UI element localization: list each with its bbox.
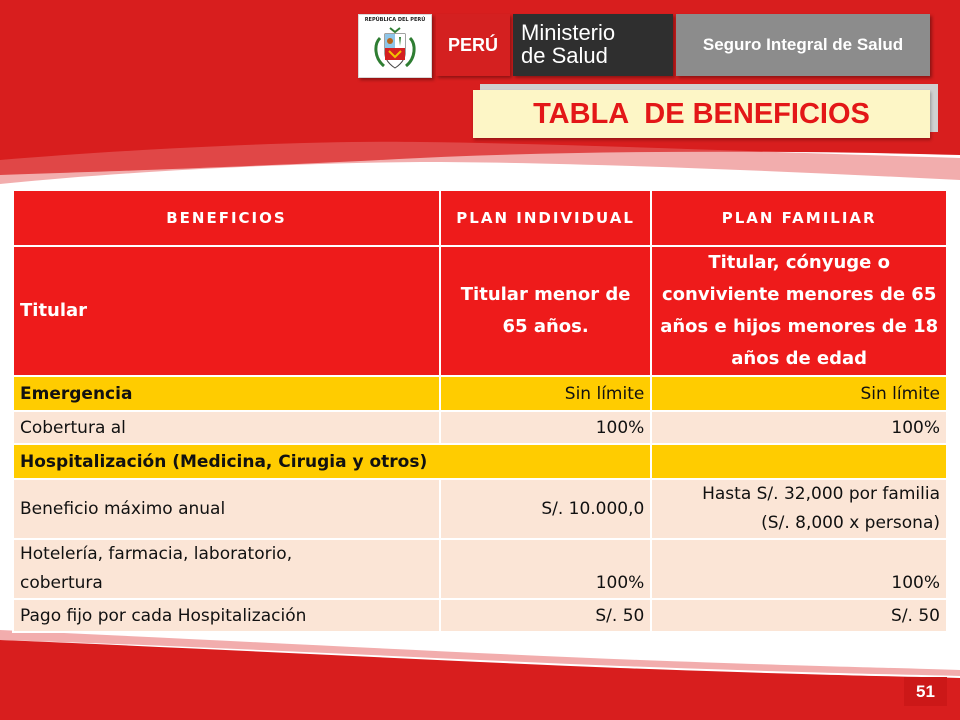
shield-caption: REPÚBLICA DEL PERÚ xyxy=(364,17,426,23)
pago-fijo-label: Pago fijo por cada Hospitalización xyxy=(13,599,440,632)
hoteleria-familiar: 100% xyxy=(651,539,947,599)
hoteleria-individual: 100% xyxy=(440,539,651,599)
titular-label: Titular xyxy=(13,246,440,376)
pago-fijo-individual: S/. 50 xyxy=(440,599,651,632)
ministry-line-2: de Salud xyxy=(521,43,608,68)
cobertura-familiar: 100% xyxy=(651,411,947,444)
table-row-hoteleria xyxy=(13,539,947,599)
insurance-logo: Seguro Integral de Salud xyxy=(676,14,930,76)
benefits-table xyxy=(12,189,948,633)
ministry-logo xyxy=(513,14,673,76)
coat-of-arms-logo xyxy=(358,14,432,78)
table-header-row xyxy=(13,190,947,246)
emergencia-label: Emergencia xyxy=(13,376,440,411)
shield-icon xyxy=(370,24,420,74)
page-title: TABLA DE BENEFICIOS xyxy=(473,90,930,138)
ministry-line-1: Ministerio xyxy=(521,20,616,45)
hoteleria-label xyxy=(13,539,440,599)
beneficio-maximo-familiar-line-2: (S/. 8,000 x persona) xyxy=(761,513,940,533)
header-plan-individual: PLAN INDIVIDUAL xyxy=(440,190,651,246)
titular-familiar: Titular, cónyuge o conviviente menores de 65 años e hijos menores de 18 años de edad xyxy=(651,246,947,376)
table-row-titular xyxy=(13,246,947,376)
hoteleria-label-line-1: Hotelería, farmacia, laboratorio, xyxy=(20,544,293,564)
hoteleria-label-line-2: cobertura xyxy=(20,573,103,593)
beneficio-maximo-individual: S/. 10.000,0 xyxy=(440,479,651,539)
pago-fijo-familiar: S/. 50 xyxy=(651,599,947,632)
emergencia-individual: Sin límite xyxy=(440,376,651,411)
table-row-hospitalizacion xyxy=(13,444,947,479)
cobertura-label: Cobertura al xyxy=(13,411,440,444)
beneficio-maximo-label: Beneficio máximo anual xyxy=(13,479,440,539)
cobertura-individual: 100% xyxy=(440,411,651,444)
beneficio-maximo-familiar-line-1: Hasta S/. 32,000 por familia xyxy=(702,484,940,504)
beneficio-maximo-familiar xyxy=(651,479,947,539)
emergencia-familiar: Sin límite xyxy=(651,376,947,411)
page-number-badge: 51 xyxy=(904,677,947,706)
table-row-emergencia xyxy=(13,376,947,411)
hospitalizacion-label: Hospitalización (Medicina, Cirugia y otros) xyxy=(13,444,651,479)
header-plan-familiar: PLAN FAMILIAR xyxy=(651,190,947,246)
country-badge: PERÚ xyxy=(436,14,510,76)
table-row-beneficio-maximo xyxy=(13,479,947,539)
titular-individual: Titular menor de 65 años. xyxy=(440,246,651,376)
header-beneficios: BENEFICIOS xyxy=(13,190,440,246)
hospitalizacion-empty-cell xyxy=(651,444,947,479)
table-row-cobertura xyxy=(13,411,947,444)
table-row-pago-fijo xyxy=(13,599,947,632)
